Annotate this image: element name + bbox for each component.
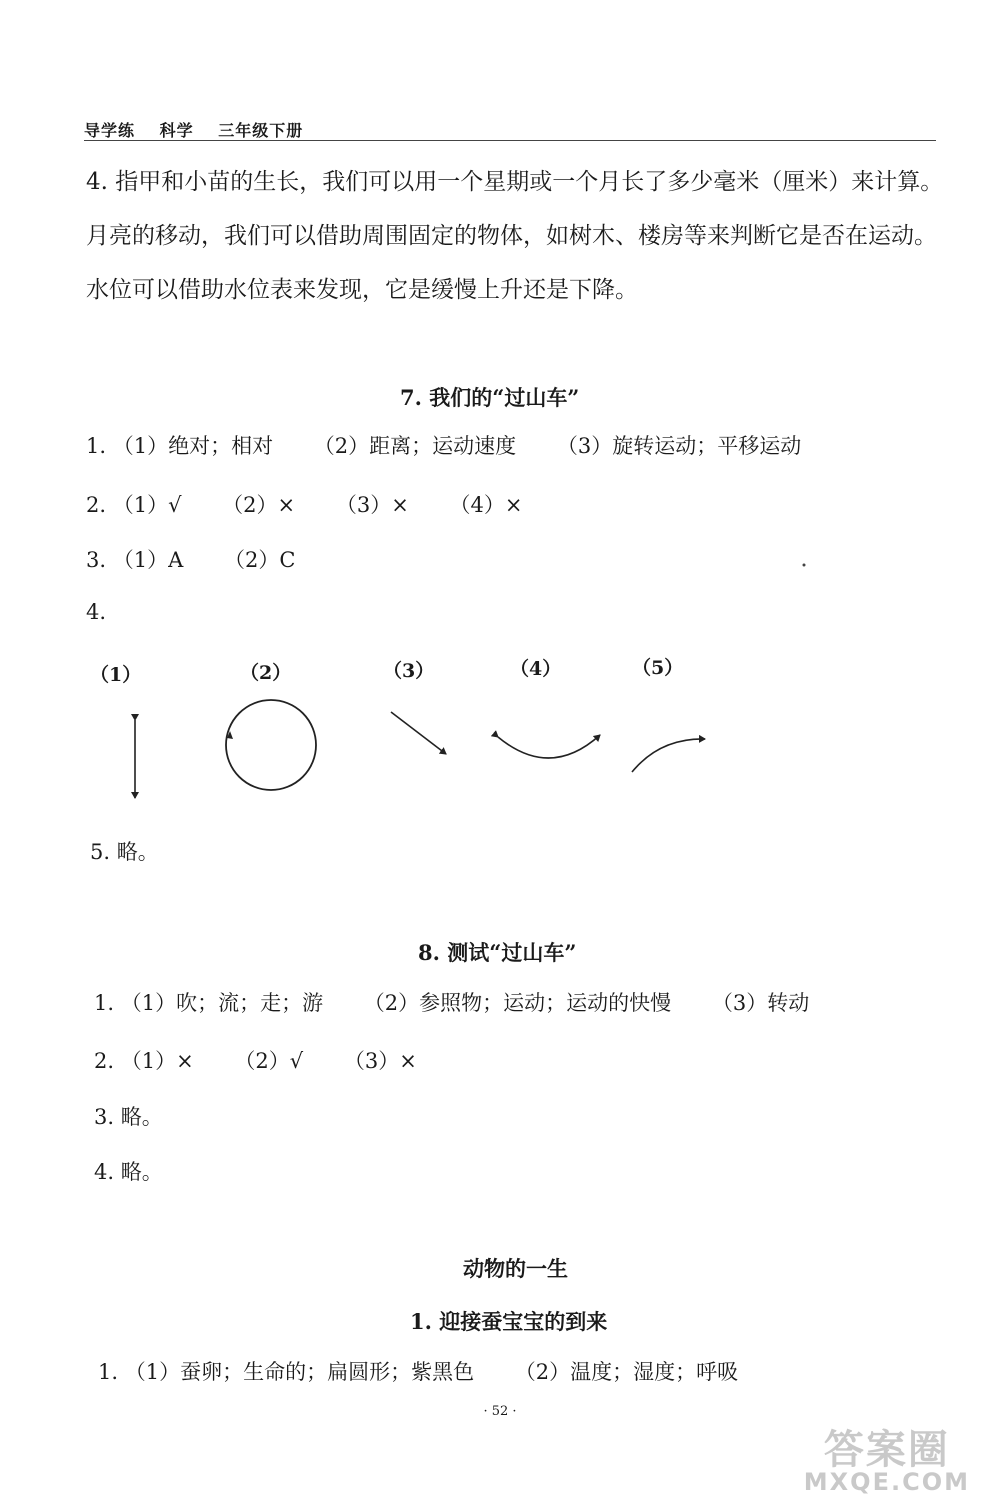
section-title-1: 1. 迎接蚕宝宝的到来 bbox=[410, 1309, 608, 1334]
figure-label-3: （3） bbox=[383, 660, 435, 682]
figure-label-4: （4） bbox=[510, 658, 562, 680]
diagram-4-swing-arc bbox=[498, 735, 600, 758]
answer-part: （3）旋转运动；平移运动 bbox=[556, 434, 802, 458]
answer-part: （2）距离；运动速度 bbox=[313, 434, 517, 458]
figure-label-5: （5） bbox=[632, 657, 684, 679]
answer-part: （1）蚕卵；生命的；扁圆形；紫黑色 bbox=[124, 1360, 475, 1384]
header-subject: 科学 bbox=[159, 121, 194, 140]
speck bbox=[803, 564, 806, 567]
answer-num: 3. bbox=[94, 1105, 115, 1129]
s7-answer-4: 4. bbox=[86, 600, 107, 624]
s1-answer-1 bbox=[98, 1356, 738, 1386]
answer-part: （3）× bbox=[343, 1049, 417, 1073]
section-title-8: 8. 测试“过山车” bbox=[418, 940, 577, 965]
diagram-5-curve-arrow bbox=[632, 739, 705, 772]
answer-num: 4. bbox=[94, 1160, 115, 1184]
answer-part: （1）√ bbox=[112, 493, 182, 517]
answer-num: 3. bbox=[86, 548, 107, 572]
answer-part: （2）× bbox=[222, 493, 296, 517]
answer-part: （1）× bbox=[120, 1049, 194, 1073]
unit-title: 动物的一生 bbox=[463, 1256, 568, 1281]
answer-text: 略。 bbox=[116, 840, 159, 864]
figure-label-2: （2） bbox=[240, 662, 292, 684]
watermark bbox=[803, 1427, 970, 1496]
answer-part: （1）吹；流；走；游 bbox=[120, 991, 324, 1015]
answer-num: 1. bbox=[94, 991, 115, 1015]
header-book: 导学练 bbox=[84, 121, 136, 140]
answer-part: （1）绝对；相对 bbox=[112, 434, 274, 458]
answer-part: （1）A bbox=[112, 548, 184, 572]
page-number: · 52 · bbox=[483, 1404, 517, 1419]
answer-part: （2）C bbox=[223, 548, 296, 572]
figure-label-1: （1） bbox=[90, 664, 142, 686]
header-grade: 三年级下册 bbox=[218, 121, 304, 140]
answer-num: 1. bbox=[98, 1360, 119, 1384]
answer-num: 5. bbox=[90, 840, 111, 864]
watermark-cn: 答案圈 bbox=[823, 1427, 950, 1473]
answer-num: 1. bbox=[86, 434, 107, 458]
s8-answer-3 bbox=[94, 1101, 163, 1131]
diagram-2-circle-rotation bbox=[226, 700, 316, 790]
answer-num: 2. bbox=[94, 1049, 115, 1073]
diagram-3-straight-arrow bbox=[391, 712, 446, 754]
answer-part: （4）× bbox=[449, 493, 523, 517]
answer-part: （2）√ bbox=[234, 1049, 304, 1073]
answer-part: （3）转动 bbox=[711, 991, 810, 1015]
s8-answer-1 bbox=[94, 987, 809, 1017]
answer-part: （2）温度；湿度；呼吸 bbox=[514, 1360, 739, 1384]
paragraph-q4: 4. 指甲和小苗的生长，我们可以用一个星期或一个月长了多少毫米（厘米）来计算。月亮的移动，我们可以借助周围固定的物体，如树木、楼房等来判断它是否在运动。水位可以借助水位表来发现，它是缓慢上升还是下降。 bbox=[86, 169, 944, 303]
answer-text: 略。 bbox=[120, 1105, 163, 1129]
answer-text: 略。 bbox=[120, 1160, 163, 1184]
s8-answer-4 bbox=[94, 1156, 163, 1186]
answer-part: （2）参照物；运动；运动的快慢 bbox=[363, 991, 672, 1015]
answer-part: （3）× bbox=[335, 493, 409, 517]
s8-answer-2 bbox=[94, 1045, 417, 1075]
section-title-7: 7. 我们的“过山车” bbox=[400, 385, 580, 410]
watermark-en: MXQE.COM bbox=[803, 1468, 970, 1496]
s7-answer-5 bbox=[90, 836, 159, 866]
answer-num: 2. bbox=[86, 493, 107, 517]
